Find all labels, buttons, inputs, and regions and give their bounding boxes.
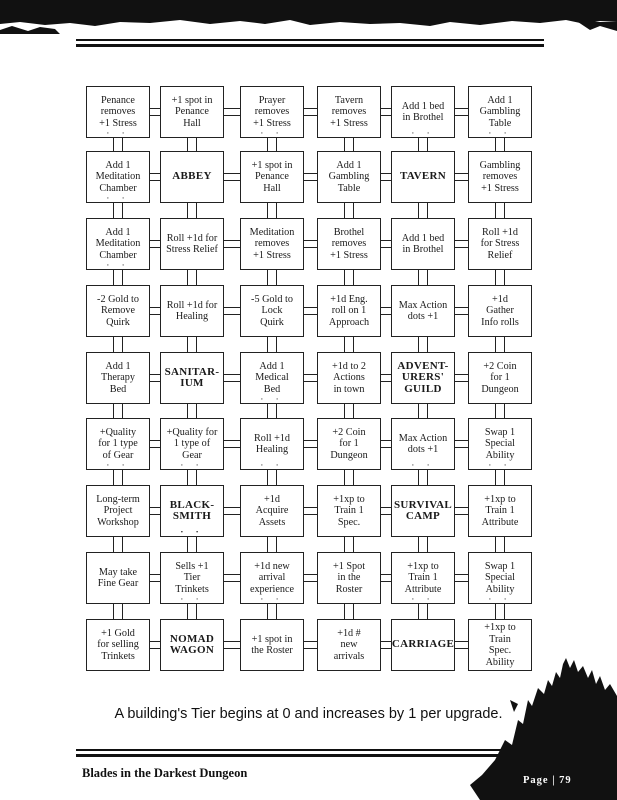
tier-dots: · · [260,128,284,138]
cell-text: Gambling removes +1 Stress [479,159,521,194]
cell-text: CARRIAGE [391,638,455,651]
cell-text: +1xp to Train 1 Attribute [404,560,442,595]
cell-text: +1 Spot in the Roster [332,560,366,595]
tier-dots: · · [260,394,284,404]
cell-text: Roll +1d for Stress Relief [166,232,218,255]
cell-text: +1d Acquire Assets [255,493,289,528]
cell-text: +Quality for 1 type of Gear [98,426,138,461]
tier-dots: · · [411,128,435,138]
cell-text: +1d # new arrivals [333,627,365,662]
cell-text: +1 Gold for selling Trinkets [97,627,139,662]
cell-text: Add 1 Gambling Table [328,159,370,194]
footer-page-number: Page | 79 [523,775,572,786]
tier-dots: · · [488,594,512,604]
tier-dots: · · [180,527,204,537]
cell-text: ABBEY [172,170,212,183]
cell-text: +2 Coin for 1 Dungeon [330,426,368,461]
cell-text: +1d to 2 Actions in town [331,360,367,395]
cell-text: Sells +1 Tier Trinkets [175,560,209,595]
cell-text: +1xp to Train 1 Attribute [481,493,519,528]
cell-text: Long-term Project Workshop [96,493,140,528]
cell-text: +1xp to Train 1 Spec. [333,493,365,528]
tier-dots: · · [488,128,512,138]
cell-text: Prayer removes +1 Stress [253,94,291,129]
cell-text: Max Action dots +1 [398,432,448,455]
tier-dots: · · [180,460,204,470]
cell-text: SANITAR- IUM [164,365,220,389]
cell-text: NOMAD WAGON [169,632,215,656]
cell-text: ADVENT- URERS' GUILD [397,359,449,395]
cell-text: Roll +1d for Stress Relief [480,226,520,261]
cell-text: Meditation removes +1 Stress [249,226,295,261]
cell-text: Penance removes +1 Stress [99,94,137,129]
cell-text: Add 1 Therapy Bed [101,360,135,395]
cell-text: TAVERN [399,170,446,183]
footer-rule-thin [76,749,510,751]
tier-dots: · · [488,460,512,470]
cell-text: Add 1 bed in Brothel [401,232,445,255]
cell-text: +Quality for 1 type of Gear [166,426,218,461]
cell-text: -2 Gold to Remove Quirk [97,293,139,328]
cell-text: Roll +1d Healing [253,432,291,455]
cell-text: Add 1 Meditation Chamber [95,159,141,194]
tier-dots: · · [106,260,130,270]
cell-text: Roll +1d for Healing [166,299,218,322]
cell-text: Swap 1 Special Ability [484,426,516,461]
cell-text: Tavern removes +1 Stress [330,94,368,129]
tier-dots: · · [106,460,130,470]
cell-text: Add 1 Gambling Table [479,94,521,129]
cell-text: +2 Coin for 1 Dungeon [481,360,519,395]
cell-text: +1d Eng. roll on 1 Approach [328,293,370,328]
cell-text: Add 1 bed in Brothel [401,100,445,123]
footer-rule-thick [76,754,510,757]
cell-text: +1d Gather Info rolls [481,293,519,328]
tier-dots: · · [180,594,204,604]
cell-text: Brothel removes +1 Stress [330,226,368,261]
tier-caption: A building's Tier begins at 0 and increases by 1 per upgrade. [114,706,503,722]
cell-text: Max Action dots +1 [398,299,448,322]
tier-dots: · · [106,128,130,138]
cell-text: +1xp to Train Spec. Ability [484,622,516,668]
cell-text: BLACK- SMITH [169,498,215,522]
cell-text: +1d new arrival experience [249,560,295,595]
cell-text: Add 1 Meditation Chamber [95,226,141,261]
cell-text: +1 spot in Penance Hall [251,159,293,194]
cell-text: +1 spot in the Roster [251,633,293,656]
cell-text: Add 1 Medical Bed [255,360,289,395]
cell-text: +1 spot in Penance Hall [171,94,213,129]
tier-dots: · · [260,460,284,470]
tier-dots: · · [260,594,284,604]
tier-dots: · · [411,594,435,604]
cell-text: Swap 1 Special Ability [484,560,516,595]
cell-text: -5 Gold to Lock Quirk [251,293,293,328]
tier-dots: · · [106,193,130,203]
tier-dots: · · [411,460,435,470]
cell-text: May take Fine Gear [97,566,139,589]
footer-book-title: Blades in the Darkest Dungeon [82,766,248,780]
cell-text: SURVIVAL CAMP [393,498,453,522]
